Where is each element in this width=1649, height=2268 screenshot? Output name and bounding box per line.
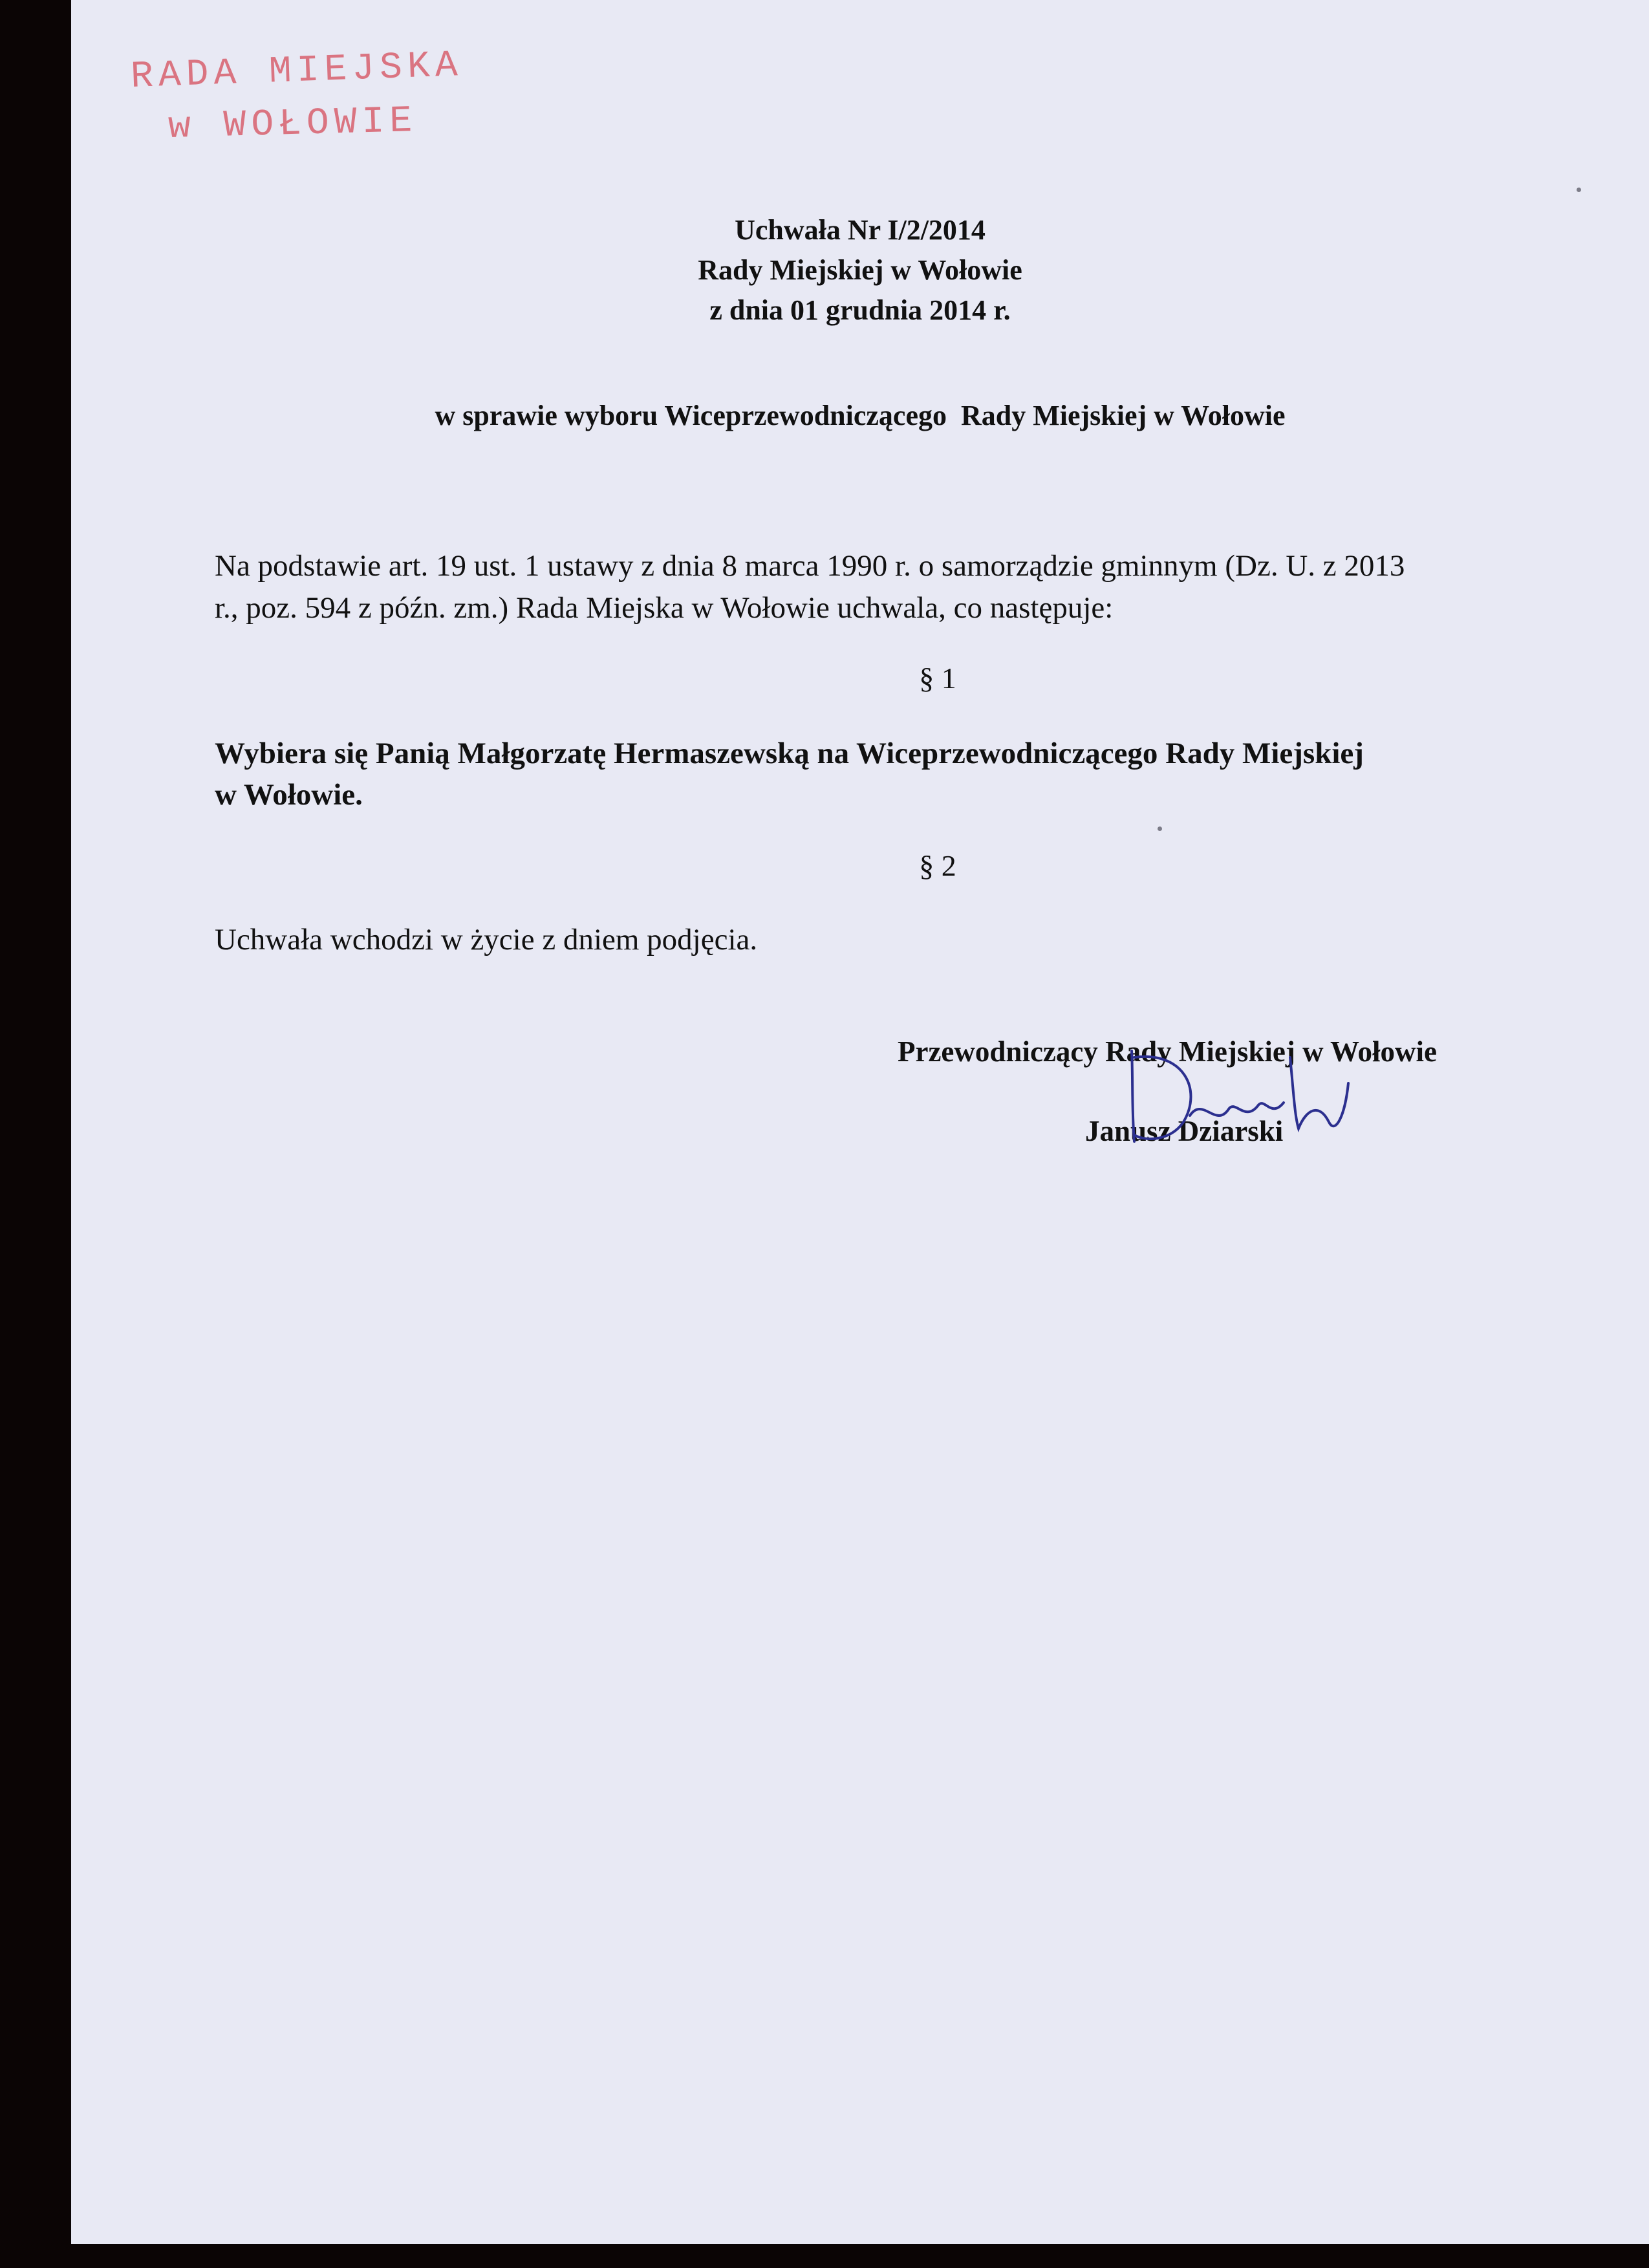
section-2-mark: § 2 (919, 849, 956, 882)
council-name: Rady Miejskiej w Wołowie (698, 254, 1022, 286)
scan-speck (1577, 188, 1581, 192)
section-1-text-line-2: w Wołowie. (215, 778, 363, 812)
legal-basis-line-2: r., poz. 594 z późn. zm.) Rada Miejska w Wołowie uchwala, co następuje: (215, 591, 1114, 625)
section-2-text: Uchwała wchodzi w życie z dniem podjęcia. (215, 923, 758, 956)
section-1-text-line-1: Wybiera się Panią Małgorzatę Hermaszewską na Wiceprzewodniczącego Rady Miejskiej (215, 737, 1364, 770)
resolution-subject: w sprawie wyboru Wiceprzewodniczącego Rady Miejskiej w Wołowie (435, 400, 1286, 431)
section-1-mark: § 1 (919, 662, 956, 695)
legal-basis-line-1: Na podstawie art. 19 ust. 1 ustawy z dnia 8 marca 1990 r. o samorządzie gminnym (Dz. U. z 2013 (215, 549, 1405, 583)
council-stamp-line-2: w WOŁOWIE (167, 100, 418, 149)
handwritten-signature (1106, 1038, 1377, 1154)
scan-edge-bottom (0, 2244, 1649, 2268)
scan-speck (1158, 826, 1162, 831)
document-page (71, 0, 1649, 2244)
resolution-date: z dnia 01 grudnia 2014 r. (709, 294, 1011, 326)
chairman-name: Janusz Dziarski (1085, 1115, 1284, 1147)
resolution-number: Uchwała Nr I/2/2014 (735, 214, 986, 246)
chairman-title: Przewodniczący Rady Miejskiej w Wołowie (898, 1035, 1438, 1068)
council-stamp-line-1: RADA MIEJSKA (130, 45, 464, 98)
scan-edge-left (0, 0, 71, 2268)
